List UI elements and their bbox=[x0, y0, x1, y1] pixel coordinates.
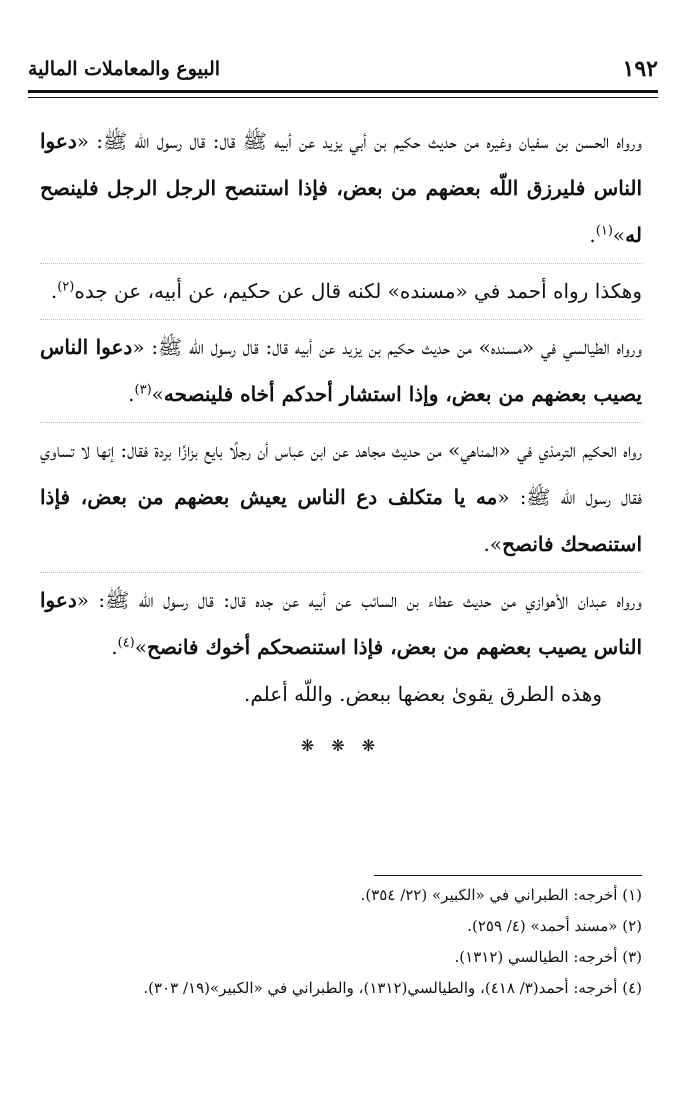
footnote-ref-3: (٣) bbox=[134, 382, 152, 398]
sentence-end: . bbox=[50, 279, 58, 303]
paragraph-text: وهكذا رواه أحمد في «مسنده» لكنه قال عن حكيم، عن أبيه، عن جده bbox=[74, 279, 642, 303]
footnote-ref-4: (٤) bbox=[117, 635, 135, 651]
hadith-quote: دعوا الناس يصيب بعضهم من بعض، وإذا استشار أحدكم أخاه فلينصحه bbox=[40, 335, 642, 406]
running-title: البيوع والمعاملات المالية bbox=[28, 58, 221, 80]
paragraph-3 bbox=[40, 319, 642, 418]
footnote-3: (٣) أخرجه: الطيالسي (١٣١٢). bbox=[454, 948, 642, 966]
quote-close: » bbox=[134, 635, 147, 659]
quote-close: » bbox=[151, 382, 164, 406]
sentence-end: . bbox=[128, 382, 135, 406]
page-number: ١٩٢ bbox=[622, 56, 658, 82]
hadith-quote: مه يا متكلف دع الناس يعيش بعضهم من بعض، فإذا استنصحك فانصح bbox=[40, 485, 642, 556]
header-rule-thin bbox=[28, 97, 658, 98]
footnote-4: (٤) أخرجه: أحمد(٣/ ٤١٨)، والطيالسي(١٣١٢)، والطبراني في «الكبير»(١٩/ ٣٠٣). bbox=[143, 979, 642, 997]
main-text bbox=[40, 118, 642, 766]
footnote-rule bbox=[374, 875, 642, 876]
quote-close: » bbox=[612, 223, 626, 247]
quote-close: ». bbox=[483, 532, 503, 556]
paragraph-1 bbox=[40, 118, 642, 259]
paragraph-text: رواه الحكيم الترمذي في «المناهي» من حديث مجاهد عن ابن عباس أن رجلًا بايع بزازًا بردة فقال: إنها لا تساوي فقال رسول اللّه ﷺ: « bbox=[40, 438, 643, 509]
paragraph-text: ورواه عبدان الأهوازي من حديث عطاء بن السائب عن أبيه عن جده قال: قال رسول اللّه ﷺ: « bbox=[76, 588, 642, 612]
sentence-end: . bbox=[589, 223, 596, 247]
footnotes bbox=[30, 880, 642, 1004]
paragraph-2 bbox=[40, 263, 642, 315]
sentence-end: . bbox=[111, 635, 118, 659]
footnote-1: (١) أخرجه: الطبراني في «الكبير» (٢٢/ ٣٥٤). bbox=[360, 886, 642, 904]
section-separator: ❋ ❋ ❋ bbox=[300, 736, 382, 755]
paragraph-5 bbox=[40, 572, 642, 671]
paragraph-4 bbox=[40, 422, 642, 568]
footnote-ref-1: (١) bbox=[595, 223, 613, 239]
page-header bbox=[28, 52, 658, 92]
footnote-2: (٢) «مسند أحمد» (٤/ ٢٥٩). bbox=[467, 917, 642, 935]
header-rule-thick bbox=[28, 90, 658, 93]
paragraph-text: ورواه الطيالسي في «مسنده» من حديث حكيم بن يزيد عن أبيه قال: قال رسول اللّه ﷺ: « bbox=[132, 335, 643, 359]
closing-sentence: وهذه الطرق يقوىٰ بعضها ببعض. واللّه أعلم. bbox=[243, 682, 602, 706]
hadith-quote: دعوا الناس يصيب بعضهم من بعض، فإذا استنصحكم أخوك فانصح bbox=[40, 588, 642, 659]
paragraph-text: ورواه الحسن بن سفيان وغيره من حديث حكيم بن أبي يزيد عن أبيه ﷺ قال: قال رسول اللّه ﷺ: « bbox=[76, 129, 642, 153]
footnote-ref-2: (٢) bbox=[57, 279, 75, 295]
hadith-quote: دعوا الناس فليرزق اللّه بعضهم من بعض، فإذا استنصح الرجل الرجل فلينصح له bbox=[40, 129, 643, 247]
